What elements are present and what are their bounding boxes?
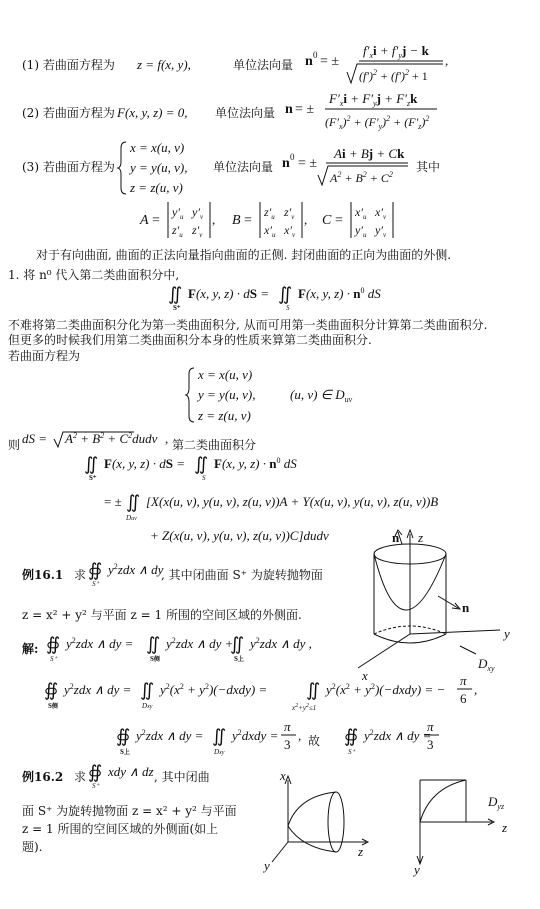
svg-text:F(x, y, z) · dS =: F(x, y, z) · dS =	[104, 456, 186, 471]
svg-text:∯: ∯	[88, 762, 103, 782]
svg-text:∬: ∬	[146, 634, 161, 654]
svg-text:Duv: Duv	[126, 514, 137, 522]
paraboloid-x-axis-figure	[258, 766, 378, 876]
svg-text:x = x(u, v): x = x(u, v)	[130, 140, 185, 155]
fig1-region-label: $D_{xy}$	[478, 656, 495, 673]
case1-equation: z = f(x, y),	[137, 57, 191, 72]
svg-text:Dxy: Dxy	[214, 748, 225, 756]
svg-text:=: =	[152, 213, 160, 228]
svg-text:z = z(u, v): z = z(u, v)	[198, 408, 251, 423]
example-16-2-label: 例16.2	[22, 770, 64, 784]
svg-text:xdy ∧ dz: xdy ∧ dz	[108, 764, 154, 779]
svg-text:0: 0	[290, 152, 295, 162]
svg-text:,: ,	[298, 728, 302, 743]
svg-text:F(x, y, z) · dS =: F(x, y, z) · dS =	[188, 286, 270, 301]
svg-text:y2zdx ∧ dy =: $y^2zdx$ ∧ dy =	[66, 636, 134, 651]
svg-text:∯: ∯	[344, 726, 359, 746]
conversion-note: 不难将第二类曲面积分化为第一类曲面积分, 从而可用第一类曲面积分计算第二类曲面积分.	[8, 318, 488, 332]
example-16-2-text1: , 其中闭曲	[154, 770, 210, 784]
surface-integral-conversion	[168, 280, 381, 314]
svg-text:3: 3	[284, 737, 291, 752]
svg-text:y2zdx ∧ dy =: $y^2zdx$ ∧ dy =	[364, 728, 432, 743]
svg-text:∬: ∬	[194, 454, 209, 474]
svg-text:S⁺: S⁺	[92, 782, 100, 790]
example-16-2-text2: 面 S⁺ 为旋转抛物面 z = x² + y² 与平面	[22, 804, 237, 818]
svg-text:y′u: $y'_u$	[355, 223, 367, 239]
svg-text:A: A	[140, 213, 149, 228]
then-ds-prefix: 则	[8, 438, 21, 452]
param-system-2	[186, 364, 386, 426]
svg-text:S⁺: S⁺	[348, 748, 356, 756]
svg-text:3: 3	[427, 737, 434, 752]
param-system-1	[118, 138, 218, 198]
svg-text:π: π	[427, 719, 434, 734]
svg-text:y = y(u, v),: y = y(u, v),	[130, 160, 188, 175]
svg-text:y2dxdy =: $y^2dxdy$ =	[232, 728, 279, 743]
svg-text:z = z(u, v): z = z(u, v)	[130, 180, 183, 195]
step1-text: 1. 将 n⁰ 代入第二类曲面积分中,	[8, 268, 180, 282]
svg-text:y2zdx ∧ dy =: $y^2zdx$ ∧ dy =	[64, 682, 132, 697]
so-label: 故	[308, 734, 321, 748]
svg-text:z′u: $z'_u$	[172, 223, 183, 239]
case2-equation: F(x, y, z) = 0,	[117, 105, 188, 120]
example-16-1-text1: , 其中闭曲面 S⁺ 为旋转抛物面	[161, 568, 323, 582]
svg-text:n: n	[282, 156, 290, 171]
svg-text:C: C	[322, 213, 332, 228]
svg-text:n: n	[305, 54, 313, 69]
unit-normal-formula-2	[285, 90, 440, 136]
svg-text:= ±: = ±	[104, 494, 122, 509]
svg-text:y′v: $y'_v$	[192, 205, 204, 221]
svg-text:S侧: S侧	[150, 655, 160, 663]
svg-text:(F′x)2 + (F′y)2 + (F′z)2: $(F'_x)^2 + (F'_y)^2 + (F'_z)^2$	[325, 114, 430, 131]
svg-text:F′xi + F′yj + F′zk: $F'_xi + F'_yj + F'_zk$	[329, 91, 418, 108]
svg-text:y2zdx ∧ dy: $y^2zdx$ ∧ dy	[108, 562, 164, 577]
svg-text:y = y(u, v),: y = y(u, v),	[198, 387, 256, 402]
unit-normal-label-3: 单位法向量	[213, 160, 274, 174]
svg-text:y2zdx ∧ dy +: $y^2zdx$ ∧ dy +	[166, 636, 234, 651]
svg-text:x′u: $x'_u$	[355, 205, 367, 221]
svg-text:S侧: S侧	[48, 702, 58, 710]
svg-text:S上: S上	[120, 748, 130, 756]
example-16-2-integral	[88, 758, 160, 792]
svg-text:= ±: = ±	[320, 54, 340, 69]
svg-text:=: =	[244, 213, 252, 228]
svg-text:∬: ∬	[84, 454, 99, 474]
svg-text:,: ,	[165, 431, 169, 446]
svg-text:x2+y2≤1: x2+y2≤1	[292, 703, 317, 712]
svg-text:[X(x(u, v), y(u, v), z(u, v))A: [X(x(u, v), y(u, v), z(u, v))A + Y(x(u, v), y(u, v), z(u, v))B	[146, 494, 439, 509]
case1-label: (1) 若曲面方程为	[22, 58, 115, 72]
svg-text:=: =	[335, 213, 343, 228]
unit-normal-label-2: 单位法向量	[215, 106, 276, 120]
top-surface-computation	[116, 718, 436, 762]
svg-text:Ai + Bj + Ck: Ai + Bj + Ck	[334, 146, 405, 161]
svg-text:∯: ∯	[44, 680, 59, 700]
svg-text:(u, v) ∈ Duv: (u, v) ∈ $D_{uv}$	[290, 387, 353, 404]
svg-text:z′v: $z'_v$	[284, 205, 295, 221]
then-ds-tail: 第二类曲面积分	[172, 438, 257, 452]
fig1-n-side: n	[462, 600, 470, 615]
if-param-text: 若曲面方程为	[8, 349, 81, 363]
solution-label: 解:	[22, 642, 39, 656]
svg-text:y2zdx ∧ dy ,: $y^2zdx$ ∧ dy ,	[250, 636, 312, 651]
jacobian-determinants	[140, 198, 410, 242]
svg-text:= ±: = ±	[298, 156, 318, 171]
svg-text:y2zdx ∧ dy =: $y^2zdx$ ∧ dy =	[136, 728, 204, 743]
svg-text:∬: ∬	[306, 680, 321, 700]
example-16-2-ask: 求	[74, 770, 87, 784]
case3-label: (3) 若曲面方程为	[22, 160, 115, 174]
unit-normal-formula-3	[282, 144, 412, 192]
svg-text:F(x, y, z) · n0 dS: F(x, y, $z) \cdot n^0$ dS	[298, 286, 381, 301]
svg-text:x′v: $x'_v$	[284, 223, 296, 239]
svg-text:dS =: dS =	[22, 431, 48, 446]
svg-text:π: π	[284, 719, 291, 734]
example-16-1-ask: 求	[74, 568, 87, 582]
svg-text:π: π	[460, 673, 467, 688]
svg-text:∬: ∬	[212, 726, 227, 746]
paraboloid-figure	[340, 526, 540, 696]
svg-text:∯: ∯	[88, 560, 103, 580]
svg-text:A2 + B2 + C2dudv: $A^2 + B^2$ + $C^2dudv$	[65, 431, 158, 446]
svg-text:y′u: $y'_u$	[172, 205, 184, 221]
fig1-y-label: y	[504, 626, 510, 641]
svg-text:y′v: $y'_v$	[375, 223, 387, 239]
example-16-1-label: 例16.1	[22, 568, 64, 582]
svg-text:,: ,	[212, 212, 216, 227]
svg-text:∬: ∬	[140, 680, 155, 700]
fig3-region-label: $D_{yz}$	[488, 794, 505, 811]
fig1-n-top: n	[392, 530, 400, 545]
fig2-y-label: y	[264, 858, 270, 873]
svg-text:∯: ∯	[46, 634, 61, 654]
fig1-z-label: z	[418, 530, 424, 545]
svg-text:z′u: $z'_u$	[264, 205, 275, 221]
fig3-z-label: z	[502, 820, 508, 835]
svg-text:f′xi + f′yj − k: $f'_xi + f'_yj - k$	[363, 43, 429, 60]
svg-text:0: 0	[313, 50, 318, 60]
svg-text:Dxy: Dxy	[142, 702, 153, 710]
fig3-y-label: y	[414, 862, 420, 877]
svg-text:∬: ∬	[230, 634, 245, 654]
unit-normal-label-1: 单位法向量	[233, 58, 294, 72]
solution-decomposition	[46, 628, 336, 668]
unit-normal-formula-1	[305, 40, 449, 88]
svg-text:,: ,	[445, 53, 449, 68]
fig1-x-label: x	[362, 668, 368, 683]
svg-text:x′u: $x'_u$	[264, 223, 276, 239]
case2-label: (2) 若曲面方程为	[22, 106, 115, 120]
svg-text:+ Z(x(u, v), y(u, v), z(u, v)): + Z(x(u, v), y(u, v), z(u, v))C]dudv	[150, 528, 329, 543]
svg-text:∬: ∬	[168, 284, 183, 304]
example-16-2-text3: z = 1 所围的空间区域的外侧面(如上	[22, 822, 219, 836]
ds-formula	[22, 428, 172, 450]
svg-text:x = x(u, v): x = x(u, v)	[198, 367, 253, 382]
svg-text:B: B	[232, 213, 241, 228]
case3-tail: 其中	[416, 160, 441, 174]
svg-text:= ±: = ±	[295, 102, 315, 117]
example-16-1-text2: z = x² + y² 与平面 z = 1 所围的空间区域的外侧面.	[22, 608, 302, 622]
svg-text:n: n	[285, 102, 293, 117]
svg-text:S⁺: S⁺	[50, 655, 58, 663]
projection-yz-figure	[392, 766, 532, 876]
svg-text:,: ,	[304, 212, 308, 227]
svg-text:y2(x2 + y2)(−dxdy) =: $y^2(x^2$ + $y^2)(-dxdy)$ =	[160, 682, 268, 697]
example-16-1-integral	[88, 556, 164, 590]
svg-text:∯: ∯	[116, 726, 131, 746]
example-16-2-text4: 题).	[22, 840, 43, 854]
svg-text:x′v: $x'_v$	[375, 205, 387, 221]
svg-text:z′v: $z'_v$	[192, 223, 203, 239]
svg-text:S⁺: S⁺	[92, 580, 100, 588]
svg-text:,: ,	[474, 682, 478, 697]
fig2-z-label: z	[358, 844, 364, 859]
more-note: 但更多的时候我们用第二类曲面积分本身的性质来算第二类曲面积分.	[8, 333, 372, 347]
svg-text:∬: ∬	[278, 284, 293, 304]
svg-text:S: S	[286, 304, 290, 312]
svg-text:S: S	[202, 474, 206, 482]
svg-text:∬: ∬	[126, 492, 141, 512]
svg-text:S⁺: S⁺	[173, 304, 181, 312]
svg-text:A2 + B2 + C2: $A^2 + B^2 + C^2$	[330, 170, 393, 185]
svg-text:(f′)2 + (f′)2 + 1: $(f')^2 + (f')^2 + 1$	[359, 68, 428, 83]
svg-text:y2(x2 + y2)(−dxdy) = −: $y^2(x^2$ + $y^2)(-dxdy)$ = −	[326, 682, 446, 697]
svg-text:6: 6	[460, 691, 467, 706]
fig2-x-label: x	[280, 768, 286, 783]
orientation-note: 对于有向曲面, 曲面的正法向量指向曲面的正侧. 封闭曲面的正向为曲面的外侧.	[36, 248, 452, 262]
svg-text:F(x, y, z) · n0 dS: F(x, y, $z) \cdot n^0$ dS	[214, 456, 297, 471]
svg-text:S上: S上	[234, 655, 244, 663]
svg-text:S⁺: S⁺	[89, 474, 97, 482]
